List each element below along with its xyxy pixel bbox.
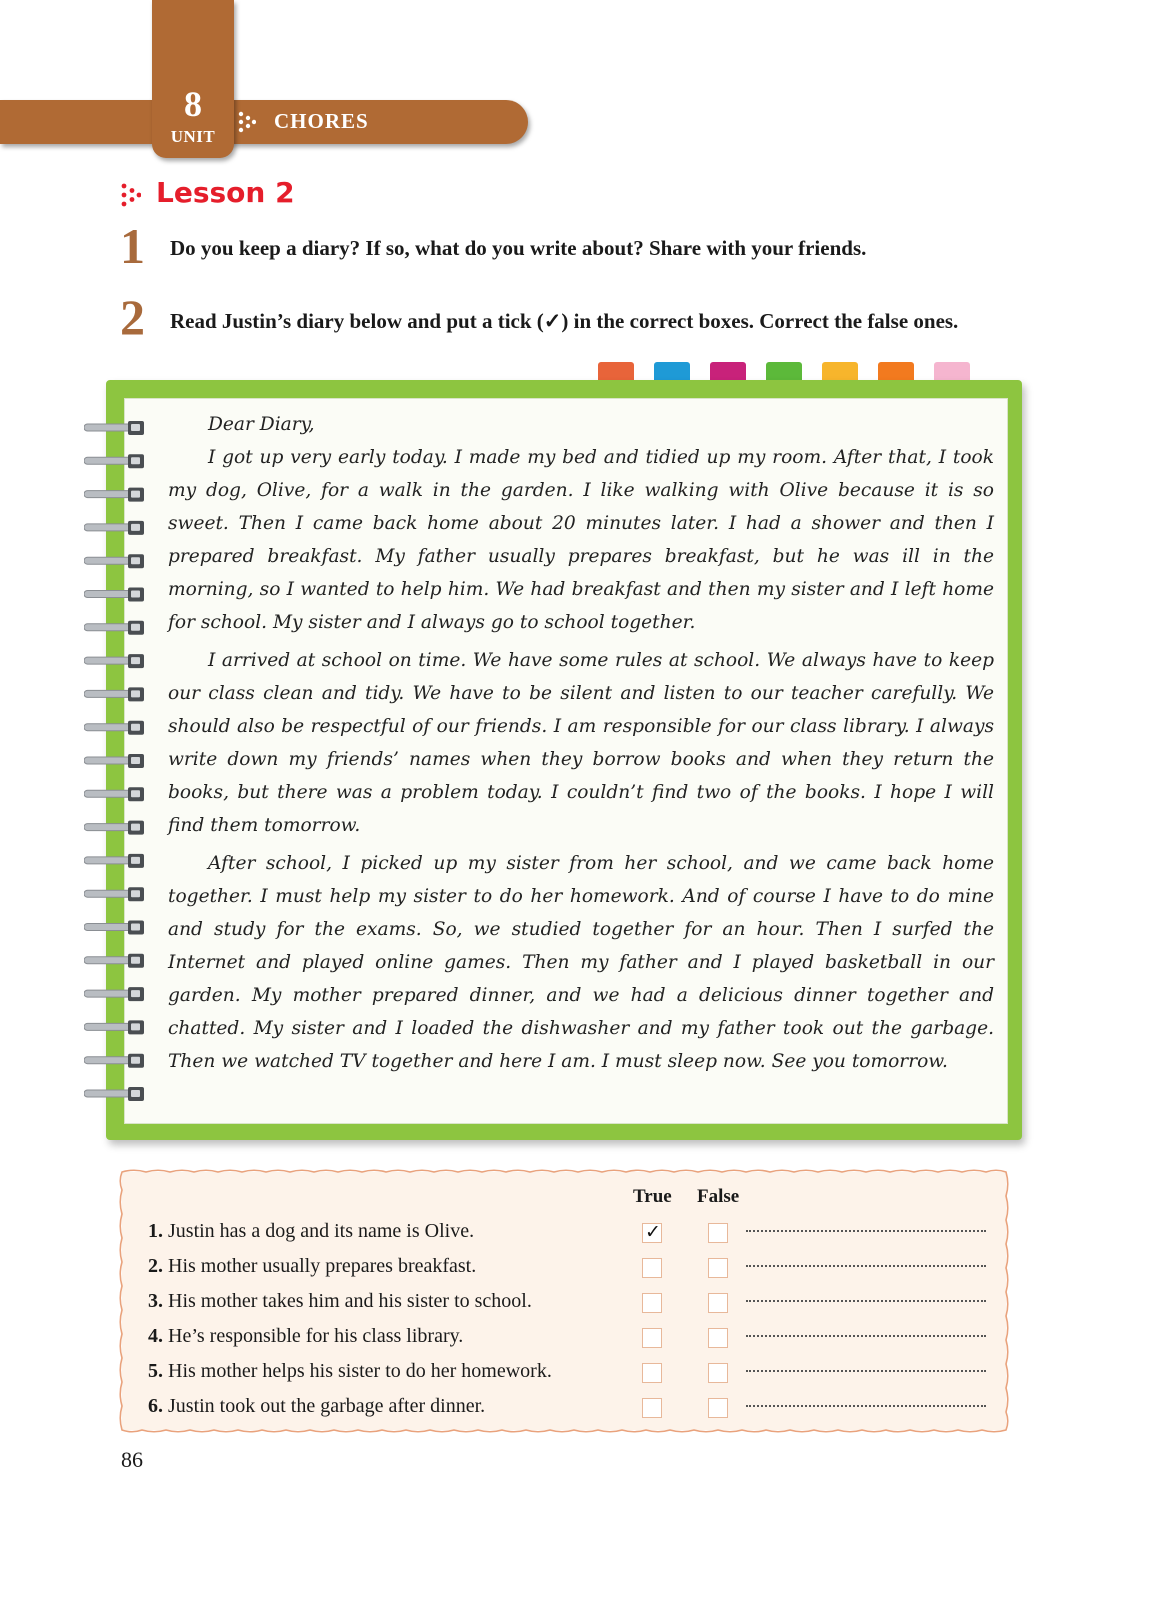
diary-paragraph: I got up very early today. I made my bed and tidied up my room. After that, I took my dog, Olive, for a walk in the garden. I like walking with Olive because it is so sweet. Then I came back home about 20 minutes later. I had a shower and then I prepared breakfast. My father usually prepares breakfast, but he was ill in the morning, so I wanted to help him. We had breakfast and then my sister and I left home for school. My sister and I always go to school together. <box>168 447 994 633</box>
statement-number: 2. <box>148 1255 163 1277</box>
statement-number: 5. <box>148 1360 163 1382</box>
unit-label: UNIT <box>170 127 216 146</box>
exercise-2-number: 2 <box>120 289 145 345</box>
statement-row <box>148 1290 1008 1320</box>
lesson-dots-icon <box>121 183 141 207</box>
true-checkbox[interactable] <box>642 1398 662 1418</box>
diary-paragraph: I arrived at school on time. We have some rules at school. We always have to keep our class clean and tidy. We have to be silent and listen to our teacher carefully. We should also be respectful of our friends. I am responsible for our class library. I always write down my friends’ names when they borrow books and when they return the books, but there was a problem today. I couldn’t find two of the books. I hope I will find them tomorrow. <box>168 650 994 836</box>
false-checkbox[interactable] <box>708 1223 728 1243</box>
unit-number: 8 <box>184 84 202 124</box>
false-checkbox[interactable] <box>708 1293 728 1313</box>
correction-line[interactable] <box>746 1335 986 1337</box>
true-checkbox[interactable] <box>642 1258 662 1278</box>
statement-text: He’s responsible for his class library. <box>168 1325 464 1347</box>
correction-line[interactable] <box>746 1265 986 1267</box>
statement-text: His mother helps his sister to do her homework. <box>168 1360 552 1382</box>
true-checkbox[interactable] <box>642 1363 662 1383</box>
statement-row <box>148 1255 1008 1285</box>
tick-mark: ✓ <box>645 1221 661 1243</box>
dots-icon <box>238 111 256 133</box>
exercise-2-instruction: Read Justin’s diary below and put a tick (✓) in the correct boxes. Correct the false ones. <box>170 309 959 333</box>
statement-number: 4. <box>148 1325 163 1347</box>
true-checkbox[interactable] <box>642 1328 662 1348</box>
correction-line[interactable] <box>746 1370 986 1372</box>
false-checkbox[interactable] <box>708 1328 728 1348</box>
diary-greeting: Dear Diary, <box>208 414 315 435</box>
correction-line[interactable] <box>746 1230 986 1232</box>
true-checkbox[interactable] <box>642 1223 662 1243</box>
exercise-1-number: 1 <box>120 218 145 274</box>
unit-title: CHORES <box>274 109 369 133</box>
statement-row <box>148 1325 1008 1355</box>
true-column-header: True <box>633 1186 672 1207</box>
statement-text: Justin took out the garbage after dinner. <box>168 1395 486 1417</box>
statement-row <box>148 1395 1008 1425</box>
statement-number: 1. <box>148 1220 163 1242</box>
false-column-header: False <box>697 1186 740 1207</box>
statement-number: 3. <box>148 1290 163 1312</box>
statement-text: His mother takes him and his sister to school. <box>168 1290 532 1312</box>
page-number: 86 <box>121 1447 143 1472</box>
unit-band <box>0 100 528 144</box>
exercise-1-instruction: Do you keep a diary? If so, what do you write about? Share with your friends. <box>170 236 867 260</box>
correction-line[interactable] <box>746 1300 986 1302</box>
true-checkbox[interactable] <box>642 1293 662 1313</box>
statement-text: His mother usually prepares breakfast. <box>168 1255 477 1277</box>
statement-text: Justin has a dog and its name is Olive. <box>168 1220 475 1242</box>
false-checkbox[interactable] <box>708 1398 728 1418</box>
diary-paragraph: After school, I picked up my sister from her school, and we came back home together. I must help my sister to do her homework. And of course I have to do mine and study for the exams. So, we studied together for an hour. Then I surfed the Internet and played online games. Then my father and I played basketball in our garden. My mother prepared dinner, and we had a delicious dinner together and chatted. My sister and I loaded the dishwasher and my father took out the garbage. Then we watched TV together and here I am. I must sleep now. See you tomorrow. <box>168 853 994 1072</box>
diary-text <box>168 408 994 1083</box>
lesson-title: Lesson 2 <box>156 176 295 209</box>
correction-line[interactable] <box>746 1405 986 1407</box>
statement-row <box>148 1360 1008 1390</box>
false-checkbox[interactable] <box>708 1363 728 1383</box>
statement-row <box>148 1220 1008 1250</box>
false-checkbox[interactable] <box>708 1258 728 1278</box>
statement-number: 6. <box>148 1395 163 1417</box>
spiral-binding-icon <box>84 412 154 1112</box>
unit-tab <box>152 0 234 158</box>
